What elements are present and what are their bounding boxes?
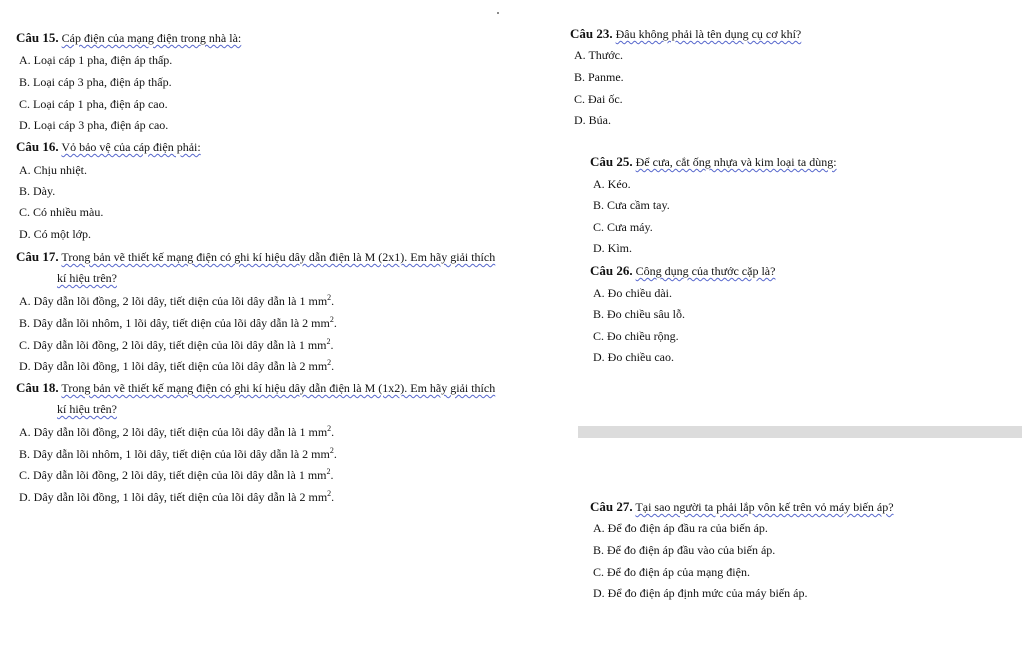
question-text: Trong bản vẽ thiết kế mạng điện có ghi kí hiệu dây dẫn điện là M (2x1). Em hãy giải thích: [61, 250, 496, 264]
option-d: D. Có một lớp.: [19, 227, 92, 241]
question-label: Câu 23.: [570, 26, 613, 41]
option-b: B. Đo chiều sâu lỗ.: [593, 307, 685, 321]
question-17: [16, 249, 495, 265]
question-text: Vỏ bảo vệ của cáp điện phải:: [61, 140, 201, 154]
option-a: A. Kéo.: [593, 177, 631, 191]
question-label: Câu 16.: [16, 139, 59, 154]
question-15: [16, 30, 241, 46]
option-c: C. Đo chiều rộng.: [593, 329, 679, 343]
option-a: A. Để đo điện áp đầu ra của biến áp.: [593, 521, 768, 535]
question-text: Trong bản vẽ thiết kế mạng điện có ghi kí hiệu dây dẫn điện là M (1x2). Em hãy giải thích: [61, 381, 496, 395]
option-a: A. Đo chiều dài.: [593, 286, 672, 300]
option-a: A. Dây dẫn lõi đồng, 2 lõi dây, tiết diện của lõi dây dẫn là 1 $mm^2$.: [19, 293, 335, 308]
option-c: C. Đai ốc.: [574, 92, 623, 106]
option-a: A. Dây dẫn lõi đồng, 2 lõi dây, tiết diện của lõi dây dẫn là 1 $mm^2$.: [19, 424, 335, 439]
option-d: D. Búa.: [574, 113, 611, 127]
question-26: [590, 263, 775, 279]
question-text: Công dụng của thước cặp là?: [635, 264, 776, 278]
option-d: D. Để đo điện áp định mức của máy biến áp.: [593, 586, 808, 600]
option-b: B. Cưa cầm tay.: [593, 198, 670, 212]
question-18: [16, 380, 495, 396]
option-b: B. Để đo điện áp đầu vào của biến áp.: [593, 543, 776, 557]
question-label: Câu 27.: [590, 499, 633, 514]
option-c: C. Cưa máy.: [593, 220, 653, 234]
option-d: D. Kìm.: [593, 241, 632, 255]
option-a: A. Thước.: [574, 48, 623, 62]
question-23: [570, 26, 801, 42]
option-b: B. Dây dẫn lõi nhôm, 1 lõi dây, tiết diện của lõi dây dẫn là 2 $mm^2$.: [19, 315, 337, 330]
option-a: A. Loại cáp 1 pha, điện áp thấp.: [19, 53, 173, 67]
question-label: Câu 17.: [16, 249, 59, 264]
question-27: [590, 499, 894, 515]
option-b: B. Dày.: [19, 184, 56, 198]
question-label: Câu 15.: [16, 30, 59, 45]
option-c: C. Để đo điện áp của mạng điện.: [593, 565, 750, 579]
question-label: Câu 26.: [590, 263, 633, 278]
option-d: D. Dây dẫn lõi đồng, 1 lõi dây, tiết diện của lõi dây dẫn là 2 $mm^2$.: [19, 358, 335, 373]
question-continuation: kí hiệu trên?: [57, 402, 117, 416]
option-c: C. Có nhiều màu.: [19, 205, 104, 219]
option-c: C. Dây dẫn lõi đồng, 2 lõi dây, tiết diện của lõi dây dẫn là 1 $mm^2$.: [19, 337, 334, 352]
question-text: Để cưa, cắt ống nhựa và kim loại ta dùng:: [635, 155, 837, 169]
question-25: [590, 154, 837, 170]
option-b: B. Panme.: [574, 70, 624, 84]
option-b: B. Loại cáp 3 pha, điện áp thấp.: [19, 75, 172, 89]
stray-dot: [497, 12, 499, 14]
option-d: D. Dây dẫn lõi đồng, 1 lõi dây, tiết diện của lõi dây dẫn là 2 $mm^2$.: [19, 489, 335, 504]
option-c: C. Loại cáp 1 pha, điện áp cao.: [19, 97, 168, 111]
question-continuation: kí hiệu trên?: [57, 271, 117, 285]
option-c: C. Dây dẫn lõi đồng, 2 lõi dây, tiết diện của lõi dây dẫn là 1 $mm^2$.: [19, 467, 334, 482]
question-text: Tại sao người ta phải lắp vôn kế trên vỏ máy biến áp?: [635, 500, 894, 514]
page-separator: [578, 426, 1022, 438]
question-label: Câu 18.: [16, 380, 59, 395]
option-b: B. Dây dẫn lõi nhôm, 1 lõi dây, tiết diện của lõi dây dẫn là 2 $mm^2$.: [19, 446, 337, 461]
question-text: Đâu không phải là tên dụng cụ cơ khí?: [615, 27, 802, 41]
question-label: Câu 25.: [590, 154, 633, 169]
option-a: A. Chịu nhiệt.: [19, 163, 87, 177]
question-text: Cáp điện của mạng điện trong nhà là:: [61, 31, 242, 45]
question-16: [16, 139, 201, 155]
option-d: D. Đo chiều cao.: [593, 350, 674, 364]
option-d: D. Loại cáp 3 pha, điện áp cao.: [19, 118, 169, 132]
